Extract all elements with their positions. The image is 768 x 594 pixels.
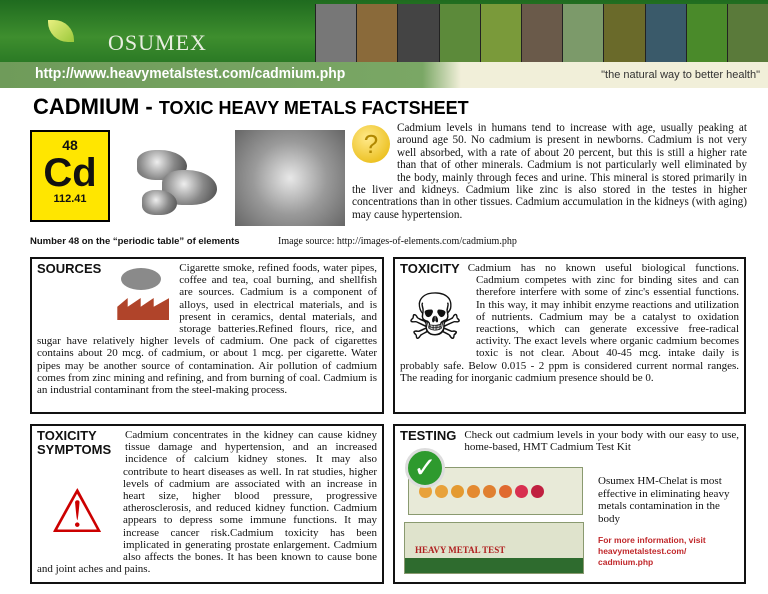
atomic-number: 48 <box>62 137 78 153</box>
sources-box <box>30 257 384 414</box>
plant-photo-strip <box>315 4 768 62</box>
toxicity-label: TOXICITY <box>400 261 460 276</box>
tagline: "the natural way to better health" <box>601 69 760 81</box>
symptoms-box <box>30 424 384 584</box>
product-text: Osumex HM-Chelat is most effective in eliminating heavy metals contamination in the body <box>598 475 730 525</box>
kit-label: HEAVY METAL TEST <box>415 545 506 555</box>
testing-label: TESTING <box>400 428 457 443</box>
title-sub: TOXIC HEAVY METALS FACTSHEET <box>158 98 469 118</box>
cadmium-metal-image <box>235 130 345 226</box>
question-icon: ? <box>352 125 390 163</box>
toxicity-box <box>393 257 746 414</box>
factory-pollution-icon <box>113 264 173 324</box>
element-caption: Number 48 on the “periodic table” of elements <box>30 236 240 247</box>
intro-text: Cadmium levels in humans tend to increase with age, usually peaking at around age 50. No cadmium is present in newborns. Cadmium is not very well absorbed, with a rate of about 20 percent, but this is still a higher rate than that of other minerals. Cadmium is not particularly well eliminated by the body, mainly through feces and urine. This mineral is stored primarily in the liver and kidneys. Cadmium like zinc is also stored in the testes in higher concentrations than in other tissues. Cadmium accumulation in the kidneys (with aging) may cause hypertension. <box>352 122 747 221</box>
periodic-element-tile <box>30 130 110 222</box>
checkmark-icon: ✓ <box>405 448 445 488</box>
more-info-link[interactable]: For more information, visit heavymetalstest.com/ cadmium.php <box>598 535 706 567</box>
skull-crossbones-icon: ☠ <box>406 282 464 353</box>
warning-icon: ⚠ <box>50 479 104 545</box>
title-main: CADMIUM - <box>33 94 159 119</box>
intro-paragraph <box>352 122 747 221</box>
element-symbol: Cd <box>43 151 97 195</box>
image-source: Image source: http://images-of-elements.com/cadmium.php <box>278 236 517 247</box>
testing-text: Check out cadmium levels in your body with our easy to use, home-based, HMT Cadmium Test Kit <box>464 429 739 454</box>
cadmium-crystal-image <box>117 130 232 225</box>
brand-name: OSUMEX <box>108 30 207 55</box>
atomic-mass: 112.41 <box>53 193 87 205</box>
site-url[interactable]: http://www.heavymetalstest.com/cadmium.php <box>35 65 346 82</box>
page-title <box>33 94 469 120</box>
toxicity-text: Cadmium has no known useful biological functions. Cadmium competes with zinc for binding sites and can therefore interfere with some of zinc's essential functions. In this way, it may inhibit enzyme reactions and utilization of nutrients. Cadmium may be a catalyst to oxidation reactions, which can generate excessive free-radical activity. The exact levels where organic cadmium becomes toxic is not clear. About 40-45 mcg. intake daily is probably safe. Below 0.015 - 2 ppm is considered current normal ranges. The reading for inorganic cadmium presence should be 0. <box>400 262 739 384</box>
sources-label: SOURCES <box>37 261 102 276</box>
symptoms-label: TOXICITY SYMPTOMS <box>37 428 112 457</box>
sources-text: Cigarette smoke, refined foods, water pipes, coffee and tea, coal burning, and shellfish are sources. Cadmium is a component of alloys, used in electrical materials, and is present in ceramics, dental materials, and storage batteries.Refined flours, rice, and sugar have relatively higher levels of cadmium. One pack of cigarettes contains about 20 mcg. of cadmium, or about 1 mcg. per cigarette. Water pipes may be another source of contamination. Air pollution of cadmium comes from zinc mining and refining, and from burning of coal. Cadmium is an industrial contaminant from the steel-making process. <box>37 262 377 397</box>
symptoms-text: Cadmium concentrates in the kidney can cause kidney tissue damage and hypertension, and an increased incidence of calcium kidney stones. It may also contribute to heart diseases as well. In rat studies, higher levels of cadmium are associated with an increase in heart size, higher blood pressure, progressive atherosclerosis, and reduced kidney function. Cadmium appears to depress some immune functions. It may increase cancer risk.Cadmium toxicity has been implicated in generating prostate enlargement. Cadmium also affects the bones. It has been known to cause bone and joint aches and pains. <box>37 429 377 576</box>
test-kit-box <box>404 522 584 574</box>
